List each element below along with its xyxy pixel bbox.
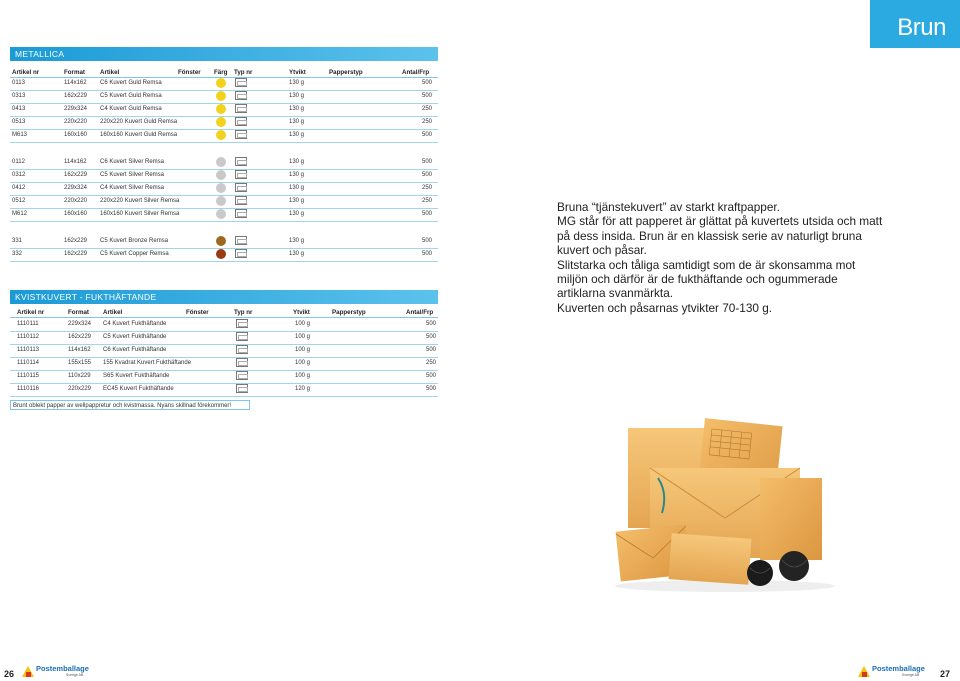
description <box>557 200 887 315</box>
window-envelope-icon <box>235 236 247 245</box>
window-envelope-icon <box>235 91 247 100</box>
cell-artikel-nr: 1110111 <box>17 321 39 327</box>
cell-antal: 500 <box>426 347 437 353</box>
metallica-header <box>10 47 438 61</box>
cell-artikel: C5 Kuvert Guld Remsa <box>100 93 162 99</box>
cell-antal: 250 <box>422 185 433 191</box>
description-line: Slitstarka och tåliga samtidigt som de är skonsamma mot miljön och därför är de fukthäftande och ogummerade artiklarna svanmärkta. <box>557 257 856 301</box>
cell-artikel-nr: 0412 <box>12 185 26 191</box>
cell-format: 220x220 <box>64 119 88 125</box>
col-format: Format <box>68 309 89 316</box>
envelope-right <box>760 478 822 560</box>
cell-artikel: C5 Kuvert Silver Remsa <box>100 172 165 178</box>
cell-format: 162x229 <box>64 93 88 99</box>
cell-format: 162x229 <box>68 334 92 340</box>
table-row <box>10 209 438 222</box>
cell-artikel: 160x160 Kuvert Guld Remsa <box>100 132 178 138</box>
col-papperstyp: Papperstyp <box>329 69 363 76</box>
cell-format: 162x229 <box>64 238 88 244</box>
color-swatch-gold <box>216 78 226 88</box>
cell-ytvikt: 100 g <box>295 334 311 340</box>
cell-antal: 500 <box>422 159 433 165</box>
cell-ytvikt: 130 g <box>289 238 305 244</box>
cell-ytvikt: 100 g <box>295 321 311 327</box>
metallica-title: METALLICA <box>15 49 65 59</box>
product-photo-envelopes <box>610 418 840 593</box>
metallica-table-header <box>10 66 438 78</box>
table-row <box>10 345 438 358</box>
window-envelope-icon <box>235 104 247 113</box>
cell-format: 162x229 <box>64 251 88 257</box>
page-number-left: 26 <box>4 669 15 679</box>
color-swatch-silver <box>216 170 226 180</box>
col-artikel: Artikel <box>100 69 120 76</box>
cell-artikel: C6 Kuvert Guld Remsa <box>100 80 162 86</box>
cell-antal: 250 <box>422 119 433 125</box>
color-swatch-copper <box>216 249 226 259</box>
col-format: Format <box>64 69 85 76</box>
cell-antal: 250 <box>422 198 433 204</box>
cell-artikel: 160x160 Kuvert Silver Remsa <box>100 211 180 217</box>
cell-format: 229x324 <box>68 321 92 327</box>
cell-artikel-nr: 0413 <box>12 106 26 112</box>
cell-antal: 500 <box>426 321 437 327</box>
cell-format: 110x229 <box>68 373 91 379</box>
logo-text: Postemballage <box>872 664 925 673</box>
logo-left <box>22 664 89 680</box>
window-envelope-icon <box>236 384 248 393</box>
col-ytvikt: Ytvikt <box>293 309 310 316</box>
col-fonster: Fönster <box>178 69 201 76</box>
logo-text: Postemballage <box>36 664 89 673</box>
window-envelope-icon <box>235 78 247 87</box>
table-row <box>10 130 438 143</box>
window-envelope-icon <box>235 117 247 126</box>
envelope-front <box>668 533 751 584</box>
col-antal: Antal/Frp <box>402 69 430 76</box>
cell-ytvikt: 100 g <box>295 360 311 366</box>
description-line: MG står för att papperet är glättat på kuvertets utsida och matt på dess insida. Brun är en klassisk serie av naturligt bruna kuvert och påsar. <box>557 214 883 258</box>
cell-artikel: C5 Kuvert Fukthäftande <box>103 334 167 340</box>
cell-artikel: C4 Kuvert Silver Remsa <box>100 185 165 191</box>
cell-antal: 500 <box>426 386 437 392</box>
cell-artikel: C5 Kuvert Bronze Remsa <box>100 238 169 244</box>
window-envelope-icon <box>236 371 248 380</box>
brand-title: Brun <box>897 14 946 41</box>
table-row <box>10 157 438 170</box>
cell-ytvikt: 130 g <box>289 172 305 178</box>
description-line: Bruna “tjänstekuvert” av starkt kraftpapper. <box>557 200 780 214</box>
cell-ytvikt: 130 g <box>289 106 305 112</box>
color-swatch-bronze <box>216 236 226 246</box>
logo-right <box>858 664 925 680</box>
cell-artikel: EC45 Kuvert Fukthäftande <box>103 386 174 392</box>
cell-artikel-nr: 1110113 <box>17 347 40 353</box>
kvist-header <box>10 290 438 304</box>
window-envelope-icon <box>236 358 248 367</box>
cell-format: 155x155 <box>68 360 92 366</box>
cell-antal: 500 <box>426 334 437 340</box>
table-row <box>10 196 438 209</box>
kvist-note: Brunt oblekt papper av wellpappretur och kvistmassa. Nyans skillnad förekommer! <box>10 400 250 410</box>
cell-antal: 500 <box>426 373 437 379</box>
cell-artikel-nr: 1110114 <box>17 360 40 366</box>
cell-format: 114x162 <box>64 159 87 165</box>
table-row <box>10 332 438 345</box>
cell-format: 160x160 <box>64 211 88 217</box>
cell-artikel-nr: M612 <box>12 211 28 217</box>
cell-format: 220x220 <box>64 198 88 204</box>
table-row <box>10 91 438 104</box>
postemballage-logo-icon <box>22 666 34 678</box>
table-row <box>10 183 438 196</box>
cell-ytvikt: 130 g <box>289 185 305 191</box>
cell-ytvikt: 130 g <box>289 80 305 86</box>
window-envelope-icon <box>236 319 248 328</box>
cell-antal: 500 <box>422 172 433 178</box>
col-typ-nr: Typ nr <box>234 309 253 316</box>
cell-artikel: 220x220 Kuvert Guld Remsa <box>100 119 178 125</box>
color-swatch-silver <box>216 209 226 219</box>
cell-artikel-nr: 0112 <box>12 159 25 165</box>
col-farg: Färg <box>214 69 228 76</box>
cell-artikel-nr: 331 <box>12 238 23 244</box>
table-row <box>10 104 438 117</box>
table-row <box>10 319 438 332</box>
color-swatch-silver <box>216 196 226 206</box>
cell-antal: 250 <box>422 106 433 112</box>
cell-antal: 500 <box>422 80 433 86</box>
cell-format: 162x229 <box>64 172 88 178</box>
cell-format: 229x324 <box>64 185 88 191</box>
cell-artikel-nr: 0312 <box>12 172 26 178</box>
table-row <box>10 170 438 183</box>
table-row <box>10 358 438 371</box>
cell-artikel-nr: 0513 <box>12 119 26 125</box>
cell-artikel: C6 Kuvert Fukthäftande <box>103 347 167 353</box>
kvist-table-header <box>10 306 438 318</box>
col-artikel-nr: Artikel nr <box>12 69 40 76</box>
cell-artikel: C5 Kuvert Copper Remsa <box>100 251 169 257</box>
cell-artikel-nr: 1110112 <box>17 334 40 340</box>
cell-ytvikt: 130 g <box>289 211 305 217</box>
cell-ytvikt: 130 g <box>289 251 305 257</box>
table-row <box>10 117 438 130</box>
cell-antal: 500 <box>422 251 433 257</box>
color-swatch-gold <box>216 91 226 101</box>
color-swatch-gold <box>216 117 226 127</box>
cell-antal: 500 <box>422 211 433 217</box>
col-artikel-nr: Artikel nr <box>17 309 45 316</box>
page-number-right: 27 <box>940 669 951 679</box>
col-antal: Antal/Frp <box>406 309 434 316</box>
cell-artikel-nr: M613 <box>12 132 28 138</box>
window-envelope-icon <box>235 130 247 139</box>
window-envelope-icon <box>235 183 247 192</box>
col-typ-nr: Typ nr <box>234 69 253 76</box>
logo-sub: Sverige AB <box>66 673 84 677</box>
cell-antal: 500 <box>422 132 433 138</box>
cell-artikel: 155 Kvadrat Kuvert Fukthäftande <box>103 360 192 366</box>
col-ytvikt: Ytvikt <box>289 69 306 76</box>
cell-artikel-nr: 332 <box>12 251 23 257</box>
cell-antal: 500 <box>422 238 433 244</box>
cell-artikel: C6 Kuvert Silver Remsa <box>100 159 165 165</box>
window-envelope-icon <box>235 196 247 205</box>
cell-ytvikt: 130 g <box>289 159 305 165</box>
table-row <box>10 236 438 249</box>
color-swatch-gold <box>216 104 226 114</box>
cell-ytvikt: 130 g <box>289 198 305 204</box>
cell-artikel: C4 Kuvert Fukthäftande <box>103 321 167 327</box>
cell-ytvikt: 130 g <box>289 93 305 99</box>
window-envelope-icon <box>235 249 247 258</box>
table-row <box>10 78 438 91</box>
color-swatch-silver <box>216 183 226 193</box>
cell-artikel-nr: 0313 <box>12 93 26 99</box>
cell-artikel-nr: 0113 <box>12 80 25 86</box>
brand-block <box>870 0 960 48</box>
table-row <box>10 249 438 262</box>
description-line: Kuverten och påsarnas ytvikter 70-130 g. <box>557 300 773 315</box>
cell-artikel: C4 Kuvert Guld Remsa <box>100 106 162 112</box>
window-envelope-icon <box>235 170 247 179</box>
col-artikel: Artikel <box>103 309 123 316</box>
cell-format: 160x160 <box>64 132 88 138</box>
kvist-title: KVISTKUVERT - FUKTHÄFTANDE <box>15 292 157 302</box>
decor-ball <box>779 551 809 581</box>
cell-antal: 250 <box>426 360 437 366</box>
cell-ytvikt: 130 g <box>289 132 305 138</box>
color-swatch-silver <box>216 157 226 167</box>
cell-format: 220x229 <box>68 386 92 392</box>
cell-antal: 500 <box>422 93 433 99</box>
cell-artikel-nr: 1110116 <box>17 386 40 392</box>
cell-format: 114x162 <box>64 80 87 86</box>
table-row <box>10 371 438 384</box>
table-row <box>10 384 438 397</box>
cell-artikel: 220x220 Kuvert Silver Remsa <box>100 198 180 204</box>
cell-ytvikt: 130 g <box>289 119 305 125</box>
window-envelope-icon <box>236 345 248 354</box>
window-envelope-icon <box>235 209 247 218</box>
color-swatch-gold <box>216 130 226 140</box>
cell-artikel-nr: 0512 <box>12 198 26 204</box>
cell-ytvikt: 100 g <box>295 347 311 353</box>
col-papperstyp: Papperstyp <box>332 309 366 316</box>
cell-ytvikt: 100 g <box>295 373 311 379</box>
cell-ytvikt: 120 g <box>295 386 311 392</box>
window-envelope-icon <box>235 157 247 166</box>
cell-artikel: S65 Kuvert Fukthäftande <box>103 373 170 379</box>
col-fonster: Fönster <box>186 309 209 316</box>
logo-sub: Sverige AB <box>902 673 920 677</box>
cell-format: 114x162 <box>68 347 91 353</box>
cell-format: 229x324 <box>64 106 88 112</box>
postemballage-logo-icon <box>858 666 870 678</box>
cell-artikel-nr: 1110115 <box>17 373 40 379</box>
window-envelope-icon <box>236 332 248 341</box>
